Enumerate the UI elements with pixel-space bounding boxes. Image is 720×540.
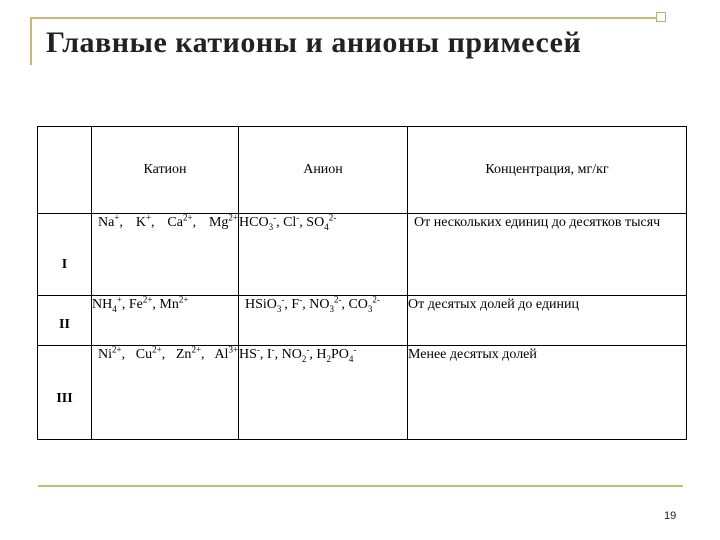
cation-cell [92,346,239,440]
anion-cell [239,346,408,440]
anion-formula: HS-, I-, $NO_2^-$, $H_2PO_4^-$ [239,344,357,364]
group-label [38,296,92,346]
ion: $Zn^{2+}$ [175,344,202,362]
concentration-text: От нескольких единиц до десятков тысяч [414,215,661,230]
ion: $SO_4^{2-}$ [306,212,337,232]
ion: Na+ [98,212,120,230]
ion: HSiO$_3$- [245,294,285,314]
ion: I- [266,344,275,362]
ion-subscript: 2 [326,353,331,364]
ion-charge: - [271,344,275,355]
header-cation: Катион [92,127,239,214]
ion: $NO_3^{2-}$ [309,294,342,314]
anion-cell [239,214,408,296]
frame-left-line [30,17,32,65]
cation-formula: $NH_4^+$, $Fe^{2+}$, $Mn^{2+}$ [92,294,189,314]
ion: HS- [239,344,260,362]
ion-charge: + [145,212,152,223]
ion: $Mn^{2+}$ [159,294,189,312]
ion: $H_2$ [316,347,331,364]
group-label [38,346,92,440]
ion: $Ni^{2+}$ [98,344,122,362]
cation-cell [92,214,239,296]
anion-formula: $HCO_3^-$, Cl-, $SO_4^{2-}$ [239,212,337,232]
ion-charge: 2+ [152,344,162,355]
ion-charge: - [281,294,285,305]
concentration-cell [408,296,687,346]
concentration-cell [408,346,687,440]
table-row [38,214,687,296]
ion-charge: 2+ [112,344,122,355]
ion-charge: + [114,212,120,223]
ion-subscript: 4 [324,221,329,232]
ion-charge: 2- [372,294,380,305]
ion: $NH_4^+$ [92,294,122,314]
cation-formula: Na+, K+, $Ca^{2+}$, $Mg^{2+}$ [98,212,238,230]
ion-subscript: 4 [348,353,354,364]
frame-top-line [30,17,662,19]
ion-subscript: 2 [301,353,307,364]
group-label-text: I [61,257,68,272]
table-header-row [38,127,687,214]
ion-subscript: 4 [112,303,117,314]
ion-charge: - [353,344,357,355]
ion-subscript: 3 [367,303,373,314]
group-label [38,214,92,296]
frame-bottom-line [38,485,683,487]
ion: $Mg^{2+}$ [208,212,238,230]
concentration-text: Менее десятых долей [408,347,537,362]
ion-subscript: 3 [329,303,334,314]
ion-subscript: 3 [276,303,282,314]
ion-charge: - [273,212,277,223]
page-number: 19 [664,510,677,522]
concentration-cell [408,214,687,296]
ion: $Fe^{2+}$ [128,294,153,312]
ion: $CO_3^{2-}$ [348,294,380,314]
ion: $NO_2^-$ [281,344,310,364]
ion-charge: 2+ [182,212,193,223]
ion-charge: - [296,212,300,223]
frame-corner-square [656,12,666,22]
table-row [38,346,687,440]
ion: $Ca^{2+}$ [167,212,193,230]
ion-charge: 2- [328,212,337,223]
ion: F- [291,294,303,312]
group-label-text: III [56,391,73,406]
ion-charge: 2+ [142,294,153,305]
ions-table [37,126,687,440]
ion-charge: 2+ [228,212,238,223]
ion: $PO_4^-$ [330,344,357,364]
group-label-text: II [59,317,70,332]
ion: Cl- [283,212,300,230]
ion-charge: 3+ [228,344,239,355]
ion-charge: - [299,294,303,305]
header-concentration: Концентрация, мг/кг [408,127,687,214]
ion: $Cu^{2+}$ [135,344,162,362]
ion-charge: 2+ [178,294,189,305]
cation-cell [92,296,239,346]
header-anion: Анион [239,127,408,214]
anion-formula: HSiO$_3$-, F-, $NO_3^{2-}$, $CO_3^{2-}$ [245,294,380,314]
table-row [38,296,687,346]
ion-charge: + [116,294,122,305]
header-group [38,127,92,214]
cation-formula: $Ni^{2+}$, $Cu^{2+}$, $Zn^{2+}$, $Al^{3+}$ [98,344,239,362]
ion-charge: 2- [333,294,342,305]
ion-subscript: 3 [268,221,274,232]
ion-charge: 2+ [191,344,202,355]
ion-charge: - [256,344,260,355]
concentration-text: От десятых долей до единиц [408,297,579,312]
ion: $HCO_3^-$ [239,212,277,232]
ion: $Al^{3+}$ [214,344,239,362]
anion-cell [239,296,408,346]
ion-charge: - [306,344,310,355]
slide-title: Главные катионы и анионы примесей [46,26,582,59]
ion: K+ [135,212,152,230]
